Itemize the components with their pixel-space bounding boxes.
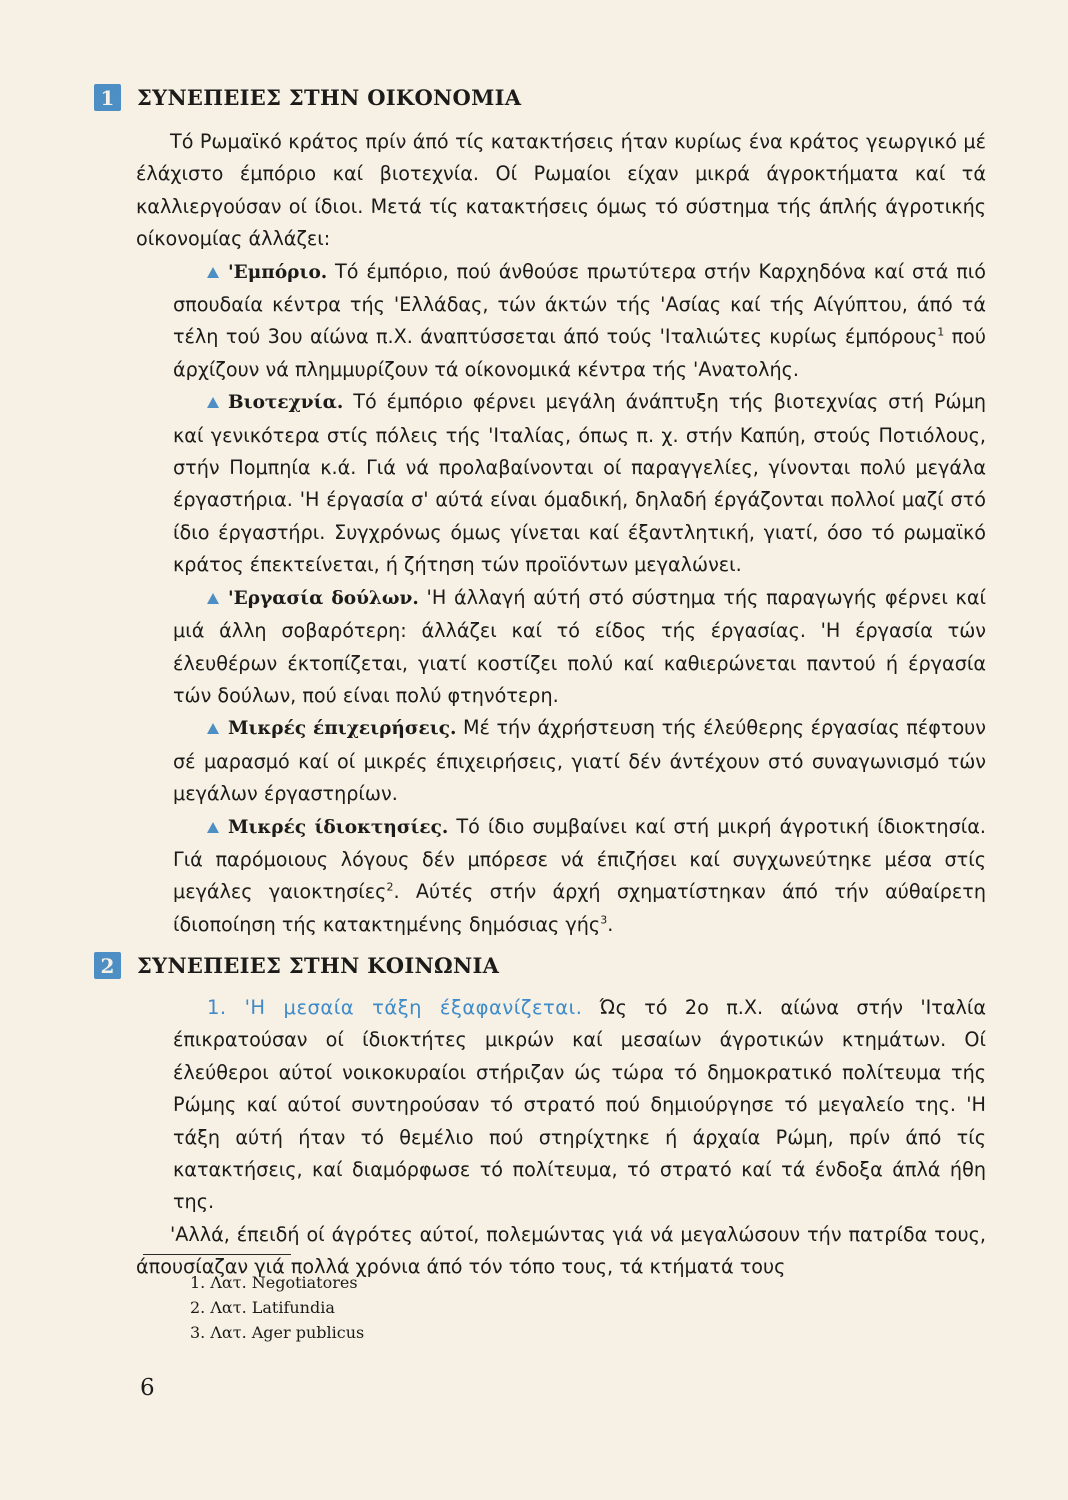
section-number-badge: 2 — [94, 952, 121, 979]
section-2-header — [94, 952, 499, 979]
subsection-crafts — [136, 386, 986, 581]
subsection-text: . Αύτές στήν άρχή σχηματίστηκαν άπό τήν αύθαίρετη ίδιοποίηση τής κατακτημένης δημόσιας γής — [173, 880, 986, 936]
triangle-bullet-icon — [207, 267, 219, 278]
triangle-bullet-icon — [207, 822, 219, 833]
subsection-text: 'Η άλλαγή αύτή στό σύστημα τής παραγωγής φέρνει καί μιά άλλη σοβαρότερη: άλλάζει καί τό είδος τής έργασίας. 'Η έργασία τών έλευθέρων έκτοπίζεται, γιατί κοστίζει πολύ καί καθιερώνεται παντού ή έργασία τών δούλων, πού είναι πολύ φτηνότερη. — [173, 585, 987, 707]
subsection-heading: 'Εργασία δούλων. — [228, 587, 419, 609]
subsection-commerce — [136, 256, 986, 387]
subsection-text: Τό έμπόριο φέρνει μεγάλη άνάπτυξη τής βιοτεχνίας στή Ρώμη καί γενικότερα στίς πόλεις τής 'Ιταλίας, όπως π. χ. στήν Καπύη, στούς Ποτιόλους, στήν Πομπηία κ.ά. Γιά νά προλαβαίνονται οί παραγγελίες, γίνονται πολύ μεγάλα έργαστήρια. 'Η έργασία σ' αύτά είναι όμαδική, δηλαδή έργάζονται πολλοί μαζί στό ίδιο έργαστήρι. Συγχρόνως όμως γίνεται καί έξαντλητική, γιατί, όσο τό ρωμαϊκό κράτος έπεκτείνεται, ή ζήτηση τών προϊόντων μεγαλώνει. — [173, 390, 986, 577]
subsection-text: Μέ τήν άχρήστευση τής έλεύθερης έργασίας πέφτουν σέ μαρασμό καί οί μικρές έπιχειρήσεις, γιατί δέν άντέχουν στό συναγωνισμό τών μεγάλων έργαστηρίων. — [173, 716, 987, 806]
paragraph-text: 'Αλλά, έπειδή οί άγρότες αύτοί, πολεμώντας γιά νά μεγαλώσουν τήν πατρίδα τους, άπουσίαζαν γιά πολλά χρόνια άπό τόν τόπο τους, τά κτήματά τους — [136, 1222, 986, 1279]
footnote-ref: 1 — [937, 326, 945, 340]
triangle-bullet-icon — [207, 593, 219, 604]
intro-paragraph: Τό Ρωμαϊκό κράτος πρίν άπό τίς κατακτήσεις ήταν κυρίως ένα κράτος γεωργικό μέ έλάχιστο έμπόριο καί βιοτεχνία. Οί Ρωμαίοι είχαν μικρά άγροκτήματα καί τά καλλιεργούσαν οί ίδιοι. Μετά τίς κατακτήσεις όμως τό σύστημα τής άπλής άγροτικής οίκονομίας άλλάζει: — [136, 130, 986, 251]
subsection-heading: Μικρές ίδιοκτησίες. — [228, 816, 449, 838]
middle-class-paragraph — [136, 992, 986, 1219]
section-2-body — [136, 992, 986, 1284]
footnotes — [190, 1270, 364, 1345]
section-title: ΣΥΝΕΠΕΙΕΣ ΣΤΗΝ ΟΙΚΟΝΟΜΙΑ — [137, 85, 522, 110]
subsection-slave-labor — [136, 582, 986, 713]
section-1-body — [136, 126, 986, 941]
subsection-text: . — [607, 912, 614, 936]
footnote-divider — [143, 1254, 291, 1255]
footnote-ref: 2 — [386, 880, 394, 894]
subsection-text: πού άρχίζουν νά πλημμυρίζουν τά οίκονομικά κέντρα τής 'Ανατολής. — [173, 325, 986, 381]
subsection-text: Τό ίδιο συμβαίνει καί στή μικρή άγροτική ίδιοκτησία. Γιά παρόμοιους λόγους δέν μπόρεσε νά έπιζήσει καί συγχωνεύτηκε μέσα στίς μεγάλες γαιοκτησίες — [173, 814, 986, 904]
footnote: 3. Λατ. Ager publicus — [190, 1323, 365, 1342]
section-title: ΣΥΝΕΠΕΙΕΣ ΣΤΗΝ ΚΟΙΝΩΝΙΑ — [137, 953, 500, 978]
triangle-bullet-icon — [207, 723, 219, 734]
subsection-heading: 1. 'Η μεσαία τάξη έξαφανίζεται. — [207, 996, 583, 1019]
subsection-text: Τό έμπόριο, πού άνθούσε πρωτύτερα στήν Καρχηδόνα καί στά πιό σπουδαία κέντρα τής 'Ελλάδας, τών άκτών τής 'Ασίας καί τής Αίγύπτου, άπό τά τέλη τού 3ου αίώνα π.Χ. άναπτύσσεται άπό τούς 'Ιταλιώτες κυρίως έμπόρους — [173, 259, 986, 349]
page-number: 6 — [140, 1375, 155, 1401]
subsection-heading: 'Εμπόριο. — [228, 261, 328, 283]
subsection-small-property — [136, 811, 986, 942]
footnote: 1. Λατ. Negotiatores — [190, 1273, 358, 1292]
footnote: 2. Λατ. Latifundia — [190, 1298, 335, 1317]
triangle-bullet-icon — [207, 397, 219, 408]
section-1-header — [94, 84, 521, 111]
paragraph-text: Ώς τό 2ο π.Χ. αίώνα στήν 'Ιταλία έπικρατούσαν οί ίδιοκτήτες μικρών καί μεσαίων άγροτικών κτημάτων. Οί έλεύθεροι αύτοί νοικοκυραίοι στήριζαν ώς τώρα τό δημοκρατικό πολίτευμα τής Ρώμης καί αύτοί συντηρούσαν τό στρατό πού δημιούργησε τό μεγαλείο της. 'Η τάξη αύτή ήταν τό θεμέλιο πού στηρίχτηκε ή άρχαία Ρώμη, πρίν άπό τίς κατακτήσεις, καί διαμόρφωσε τό πολίτευμα, τό στρατό καί τά ένδοξα άπλά ήθη της. — [173, 996, 986, 1214]
subsection-heading: Μικρές έπιχειρήσεις. — [228, 718, 457, 740]
subsection-small-business — [136, 712, 986, 810]
subsection-heading: Βιοτεχνία. — [228, 392, 344, 414]
section-number-badge: 1 — [94, 84, 121, 111]
footnote-ref: 3 — [600, 913, 608, 927]
